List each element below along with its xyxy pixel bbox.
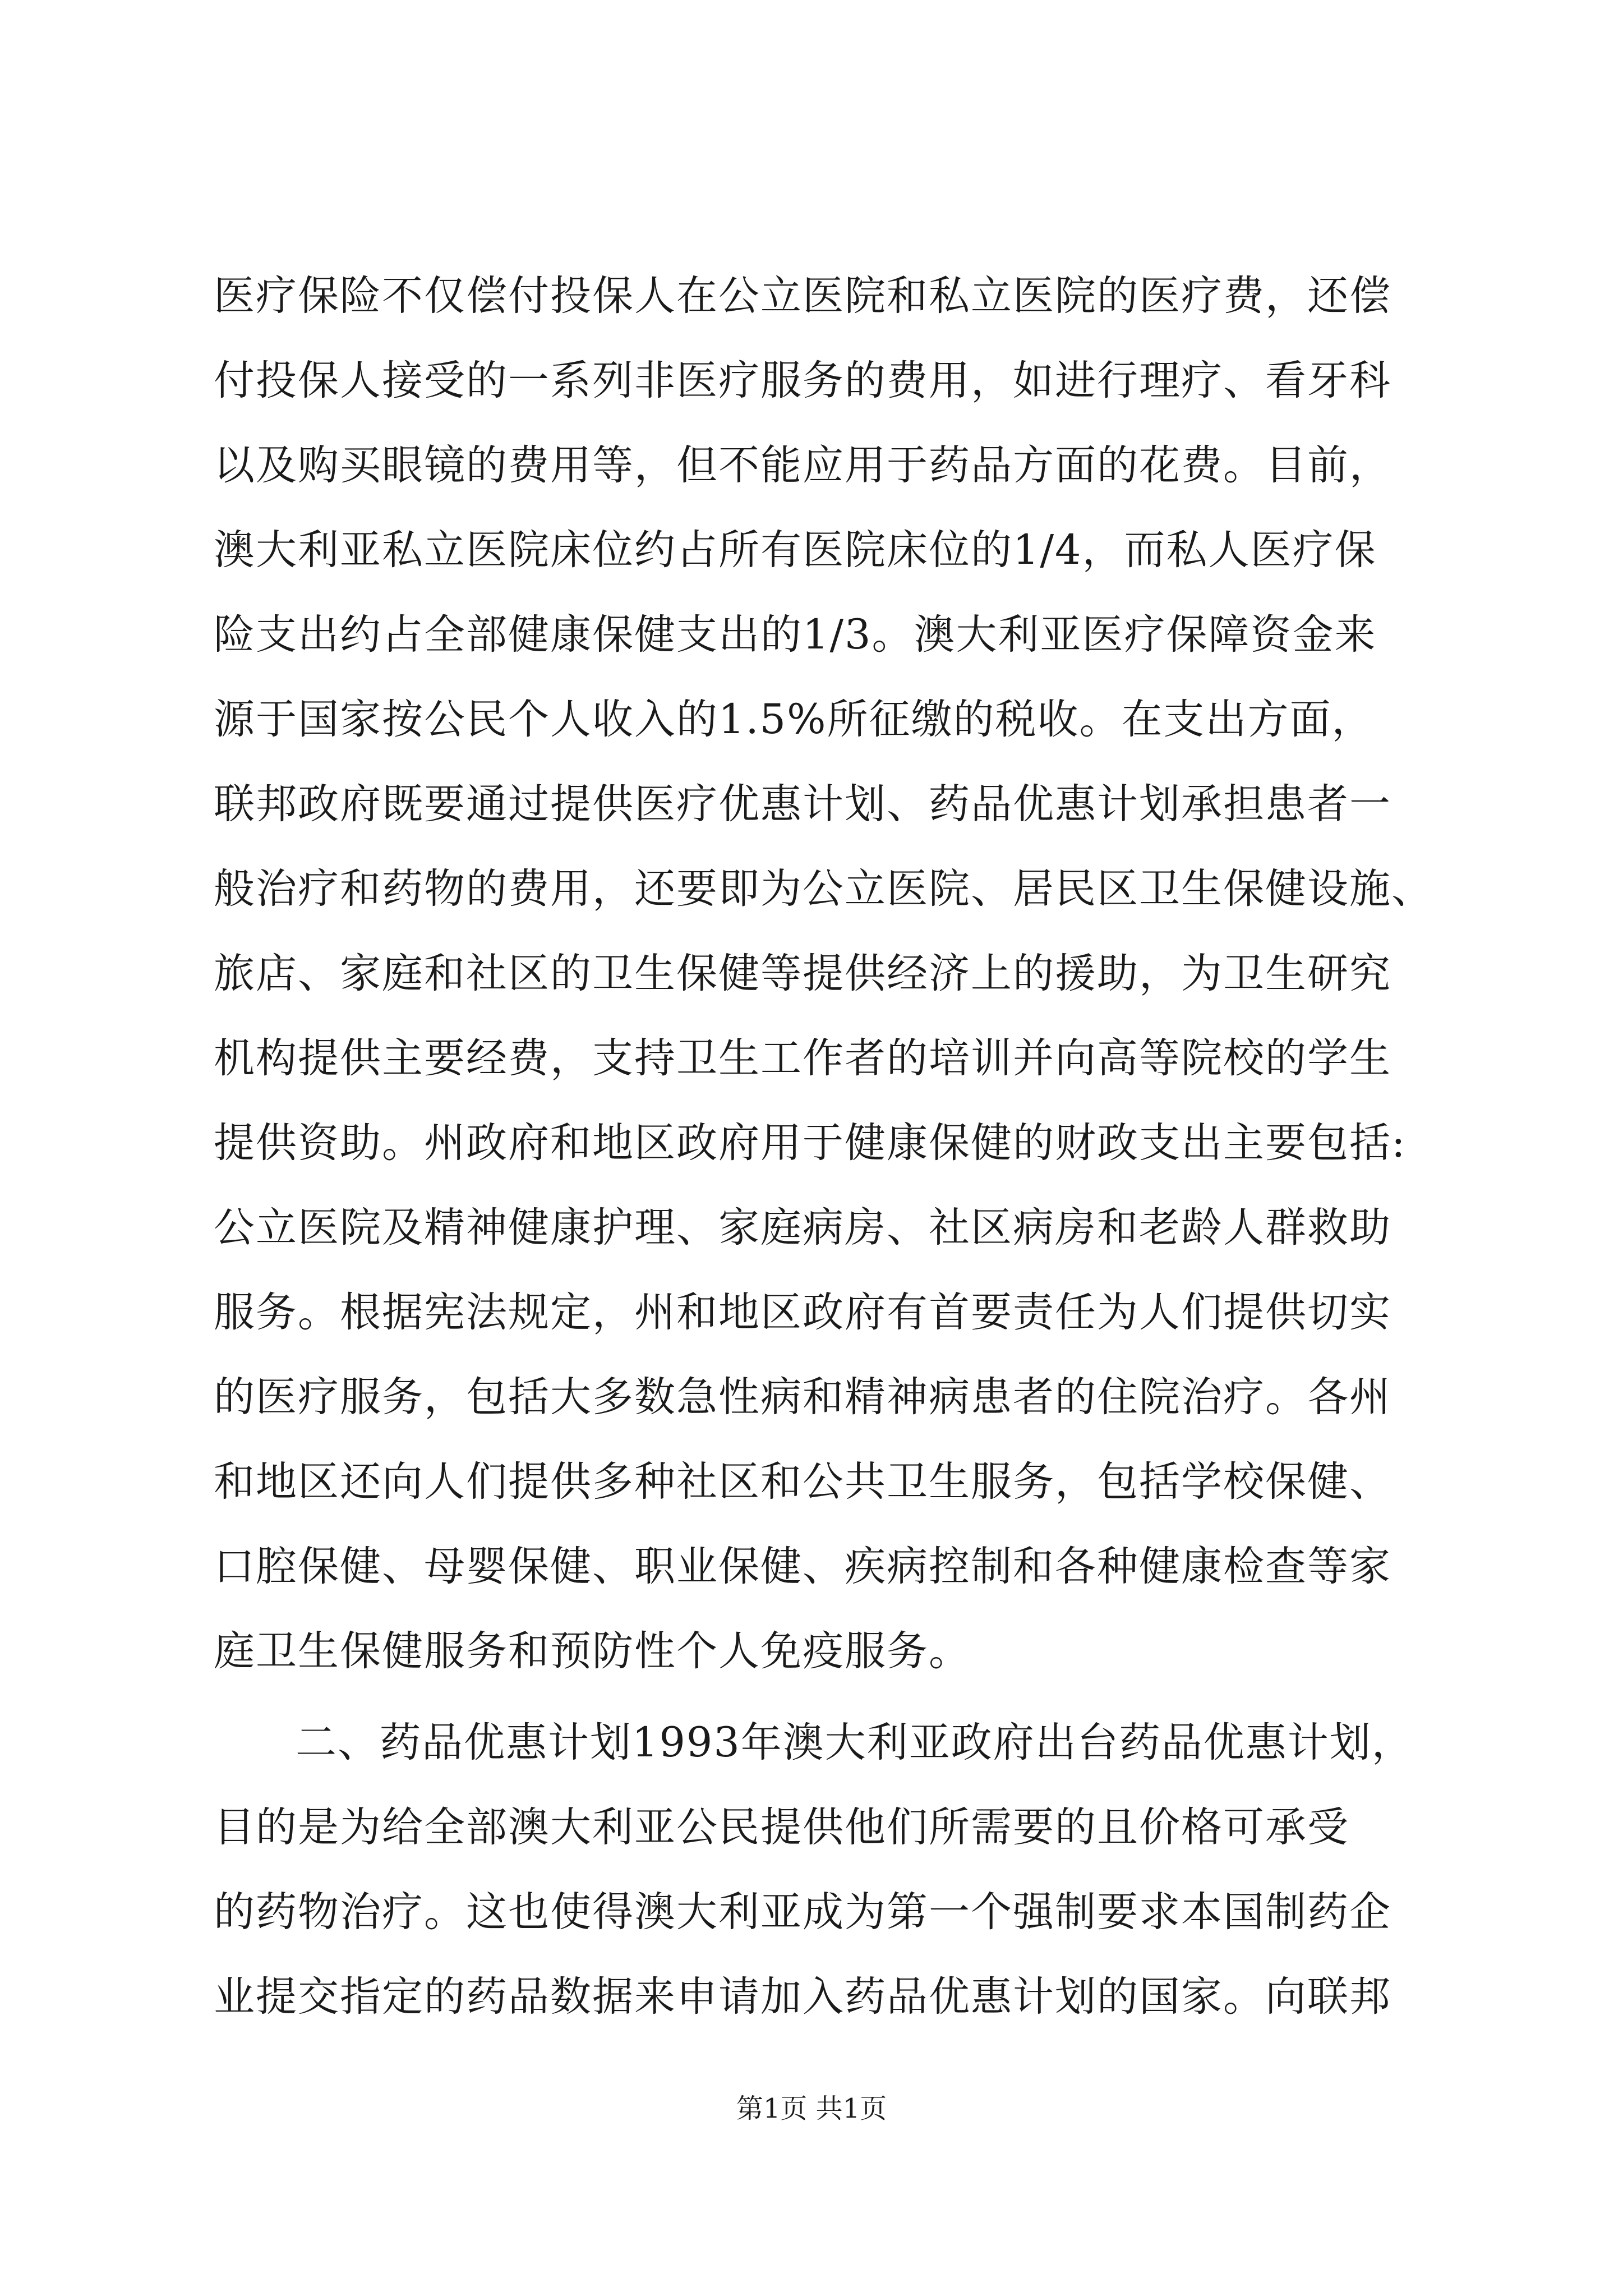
text-line: 机构提供主要经费，支持卫生工作者的培训并向高等院校的学生: [214, 1034, 1391, 1082]
text-line: 般治疗和药物的费用，还要即为公立医院、居民区卫生保健设施、: [214, 865, 1433, 913]
text-line: 庭卫生保健服务和预防性个人免疫服务。: [214, 1627, 971, 1675]
page-footer: 第1页 共1页: [736, 2093, 887, 2124]
text-line: 的医疗服务，包括大多数急性病和精神病患者的住院治疗。各州: [214, 1373, 1391, 1421]
text-line: 源于国家按公民个人收入的1.5%所征缴的税收。在支出方面，: [214, 696, 1374, 743]
text-line: 以及购买眼镜的费用等，但不能应用于药品方面的花费。目前，: [214, 441, 1391, 489]
paragraph-2: [214, 1700, 1414, 2039]
text-line: 二、药品优惠计划1993年澳大利亚政府出台药品优惠计划，: [296, 1719, 1414, 1766]
text-line: 目的是为给全部澳大利亚公民提供他们所需要的且价格可承受: [214, 1803, 1349, 1851]
body-text: [214, 254, 1433, 2039]
text-line: 提供资助。州政府和地区政府用于健康保健的财政支出主要包括:: [214, 1119, 1407, 1167]
paragraph-1: [214, 254, 1433, 1694]
text-line: 付投保人接受的一系列非医疗服务的费用，如进行理疗、看牙科: [214, 357, 1391, 404]
text-line: 澳大利亚私立医院床位约占所有医院床位的1/4，而私人医疗保: [214, 526, 1377, 574]
text-line: 的药物治疗。这也使得澳大利亚成为第一个强制要求本国制药企: [214, 1888, 1391, 1936]
text-line: 和地区还向人们提供多种社区和公共卫生服务，包括学校保健、: [214, 1458, 1391, 1506]
text-line: 口腔保健、母婴保健、职业保健、疾病控制和各种健康检查等家: [214, 1543, 1391, 1590]
text-line: 服务。根据宪法规定，州和地区政府有首要责任为人们提供切实: [214, 1289, 1391, 1336]
text-line: 业提交指定的药品数据来申请加入药品优惠计划的国家。向联邦: [214, 1973, 1391, 2021]
text-line: 险支出约占全部健康保健支出的1/3。澳大利亚医疗保障资金来: [214, 611, 1377, 659]
text-line: 旅店、家庭和社区的卫生保健等提供经济上的援助，为卫生研究: [214, 950, 1391, 997]
text-line: 公立医院及精神健康护理、家庭病房、社区病房和老龄人群救助: [214, 1204, 1391, 1251]
text-line: 医疗保险不仅偿付投保人在公立医院和私立医院的医疗费，还偿: [214, 272, 1391, 320]
text-line: 联邦政府既要通过提供医疗优惠计划、药品优惠计划承担患者一: [214, 780, 1391, 828]
